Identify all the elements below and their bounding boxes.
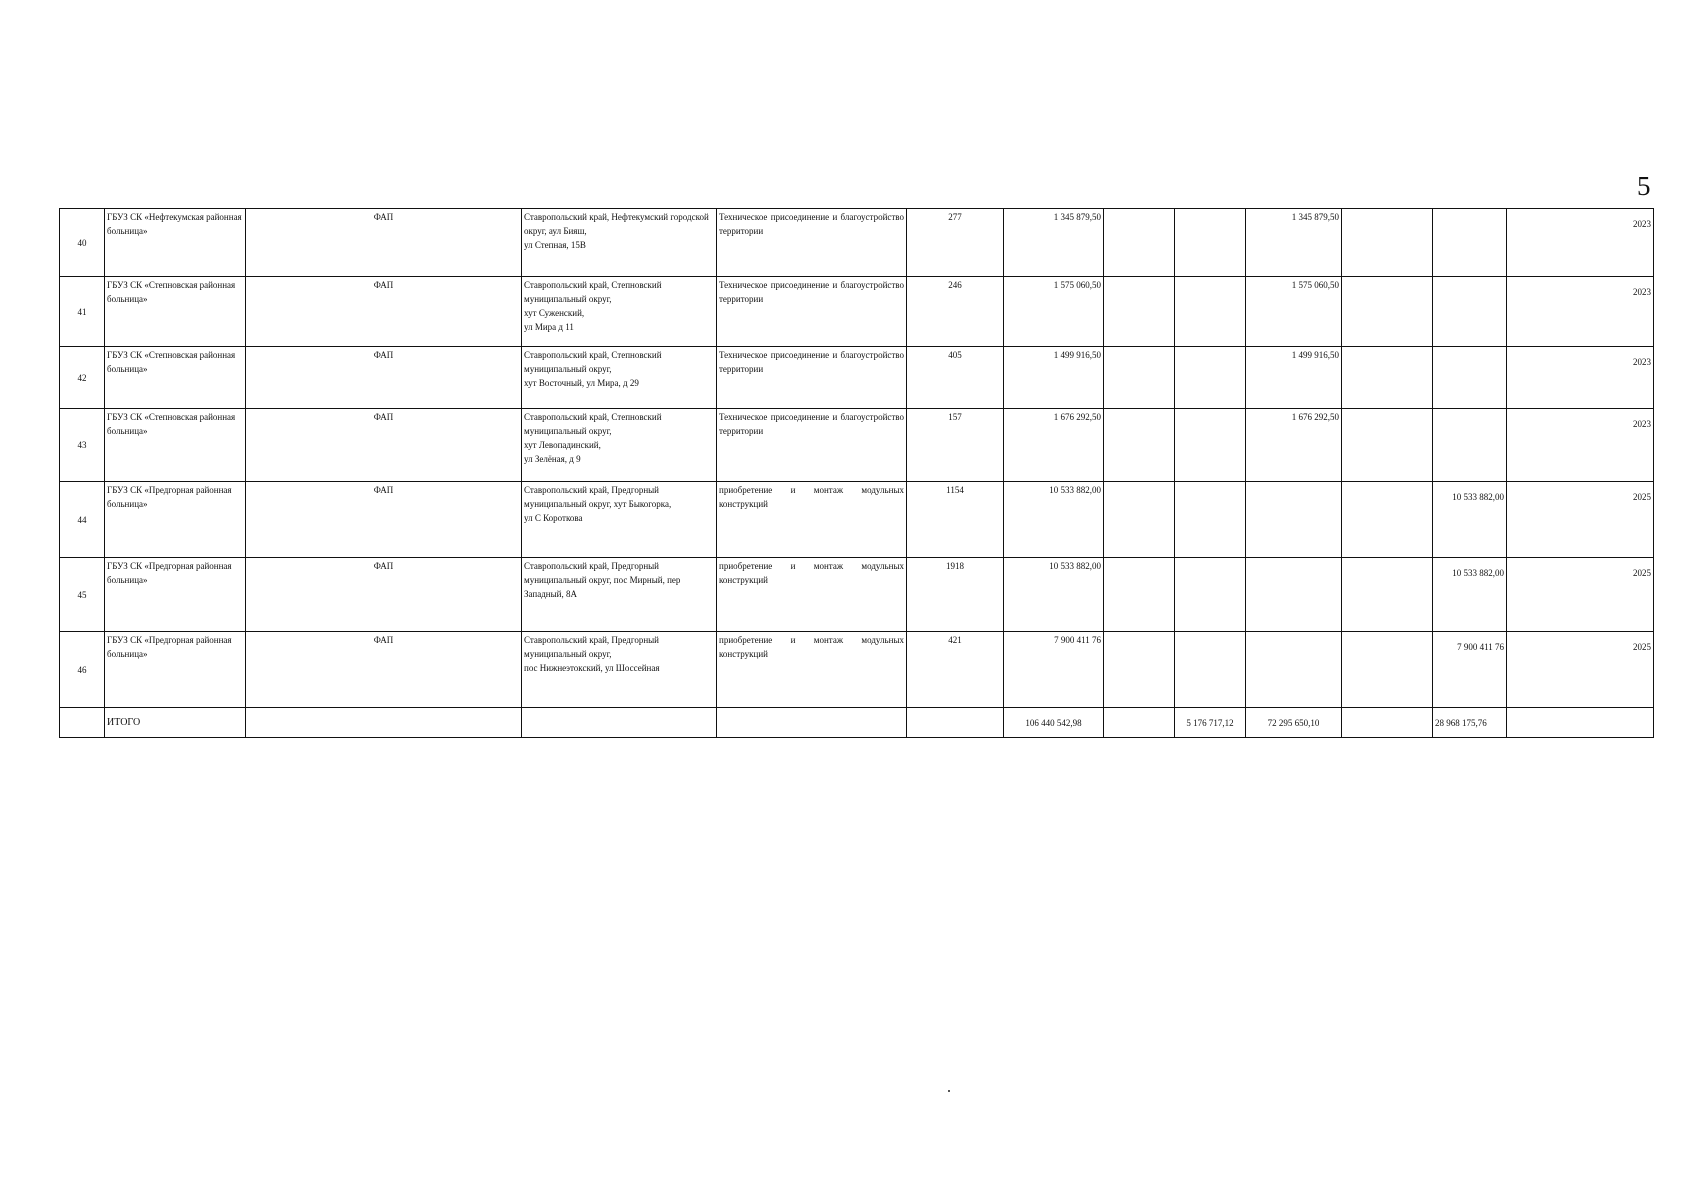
table-row: [60, 558, 1654, 632]
totals-funding-2: 5 176 717,12: [1175, 708, 1246, 738]
row-number: 42: [60, 347, 105, 409]
funding-cell-4: [1342, 409, 1433, 482]
works-cell: Техническое присоединение и благоустройство территории: [717, 277, 907, 347]
funding-cell-3: 1 499 916,50: [1246, 347, 1342, 409]
address-line: Ставропольский край, Степновский муниципальный округ,: [524, 412, 662, 436]
funding-cell-4: [1342, 482, 1433, 558]
address-line: ул Степная, 15В: [524, 240, 586, 250]
funding-cell-3: [1246, 558, 1342, 632]
institution-cell: ГБУЗ СК «Предгорная районная больница»: [105, 632, 246, 708]
funding-cell-1: [1104, 558, 1175, 632]
totals-blank-type: [246, 708, 522, 738]
area-cell: 277: [907, 209, 1004, 277]
funding-cell-4: [1342, 277, 1433, 347]
total-cost-cell: 1 499 916,50: [1004, 347, 1104, 409]
works-cell: Техническое присоединение и благоустройство территории: [717, 409, 907, 482]
works-cell: приобретение и монтаж модульных конструкций: [717, 482, 907, 558]
totals-year: [1507, 708, 1654, 738]
funding-cell-2: [1175, 632, 1246, 708]
address-cell: [522, 558, 717, 632]
totals-funding-4: [1342, 708, 1433, 738]
row-number: 43: [60, 409, 105, 482]
object-type-cell: ФАП: [246, 277, 522, 347]
funding-cell-5: [1433, 209, 1507, 277]
funding-cell-3: 1 345 879,50: [1246, 209, 1342, 277]
table-row: [60, 409, 1654, 482]
funding-cell-2: [1175, 409, 1246, 482]
totals-blank-address: [522, 708, 717, 738]
address-line: ул С Короткова: [524, 513, 583, 523]
funding-cell-5: 7 900 411 76: [1433, 632, 1507, 708]
funding-cell-5: [1433, 277, 1507, 347]
funding-cell-4: [1342, 209, 1433, 277]
institution-cell: ГБУЗ СК «Степновская районная больница»: [105, 409, 246, 482]
area-cell: 421: [907, 632, 1004, 708]
objects-table: [59, 208, 1654, 738]
totals-funding-5: 28 968 175,76: [1433, 708, 1507, 738]
institution-cell: ГБУЗ СК «Степновская районная больница»: [105, 347, 246, 409]
works-cell: Техническое присоединение и благоустройство территории: [717, 347, 907, 409]
year-cell: 2025: [1507, 558, 1654, 632]
funding-cell-5: [1433, 409, 1507, 482]
funding-cell-4: [1342, 347, 1433, 409]
row-number: 41: [60, 277, 105, 347]
address-cell: [522, 409, 717, 482]
year-cell: 2023: [1507, 277, 1654, 347]
year-cell: 2023: [1507, 209, 1654, 277]
address-line: Ставропольский край, Нефтекумский городской округ, аул Бияш,: [524, 212, 709, 236]
address-line: Ставропольский край, Предгорный муниципальный округ, хут Быкогорка,: [524, 485, 672, 509]
total-cost-cell: 1 575 060,50: [1004, 277, 1104, 347]
row-number: 40: [60, 209, 105, 277]
page-number: 5: [1637, 171, 1651, 201]
funding-cell-4: [1342, 558, 1433, 632]
table-row: [60, 347, 1654, 409]
funding-cell-2: [1175, 347, 1246, 409]
table-row: [60, 632, 1654, 708]
funding-cell-3: [1246, 632, 1342, 708]
works-cell: Техническое присоединение и благоустройство территории: [717, 209, 907, 277]
funding-cell-3: 1 676 292,50: [1246, 409, 1342, 482]
address-line: Ставропольский край, Степновский муниципальный округ,: [524, 280, 662, 304]
area-cell: 246: [907, 277, 1004, 347]
funding-cell-1: [1104, 482, 1175, 558]
address-cell: [522, 277, 717, 347]
works-cell: приобретение и монтаж модульных конструкций: [717, 558, 907, 632]
funding-cell-1: [1104, 409, 1175, 482]
address-line: хут Восточный, ул Мира, д 29: [524, 378, 639, 388]
totals-funding-3: 72 295 650,10: [1246, 708, 1342, 738]
totals-total-cost: 106 440 542,98: [1004, 708, 1104, 738]
funding-cell-2: [1175, 209, 1246, 277]
area-cell: 405: [907, 347, 1004, 409]
area-cell: 1154: [907, 482, 1004, 558]
institution-cell: ГБУЗ СК «Предгорная районная больница»: [105, 482, 246, 558]
works-cell: приобретение и монтаж модульных конструкций: [717, 632, 907, 708]
year-cell: 2023: [1507, 347, 1654, 409]
funding-cell-5: [1433, 347, 1507, 409]
funding-cell-2: [1175, 558, 1246, 632]
totals-label: ИТОГО: [105, 708, 246, 738]
address-line: пос Нижнеэтокский, ул Шоссейная: [524, 663, 660, 673]
funding-cell-2: [1175, 482, 1246, 558]
object-type-cell: ФАП: [246, 558, 522, 632]
address-line: Ставропольский край, Степновский муниципальный округ,: [524, 350, 662, 374]
table-row: [60, 277, 1654, 347]
year-cell: 2023: [1507, 409, 1654, 482]
address-cell: [522, 482, 717, 558]
institution-cell: ГБУЗ СК «Нефтекумская районная больница»: [105, 209, 246, 277]
table-row: [60, 482, 1654, 558]
address-line: хут Левопадинский,: [524, 440, 601, 450]
funding-cell-1: [1104, 277, 1175, 347]
total-cost-cell: 7 900 411 76: [1004, 632, 1104, 708]
totals-blank-works: [717, 708, 907, 738]
address-line: Ставропольский край, Предгорный муниципальный округ,: [524, 635, 659, 659]
object-type-cell: ФАП: [246, 409, 522, 482]
object-type-cell: ФАП: [246, 482, 522, 558]
object-type-cell: ФАП: [246, 209, 522, 277]
address-cell: [522, 209, 717, 277]
total-cost-cell: 10 533 882,00: [1004, 558, 1104, 632]
totals-blank-num: [60, 708, 105, 738]
totals-funding-1: [1104, 708, 1175, 738]
total-cost-cell: 1 345 879,50: [1004, 209, 1104, 277]
object-type-cell: ФАП: [246, 347, 522, 409]
row-number: 46: [60, 632, 105, 708]
address-line: ул Мира д 11: [524, 322, 574, 332]
totals-row: [60, 708, 1654, 738]
address-line: ул Зелёная, д 9: [524, 454, 581, 464]
address-cell: [522, 632, 717, 708]
object-type-cell: ФАП: [246, 632, 522, 708]
scan-speck: [948, 1090, 950, 1092]
table-row: [60, 209, 1654, 277]
institution-cell: ГБУЗ СК «Предгорная районная больница»: [105, 558, 246, 632]
area-cell: 157: [907, 409, 1004, 482]
total-cost-cell: 1 676 292,50: [1004, 409, 1104, 482]
row-number: 44: [60, 482, 105, 558]
funding-cell-3: [1246, 482, 1342, 558]
table-body: [60, 209, 1654, 738]
area-cell: 1918: [907, 558, 1004, 632]
funding-cell-1: [1104, 347, 1175, 409]
totals-blank-area: [907, 708, 1004, 738]
year-cell: 2025: [1507, 482, 1654, 558]
funding-cell-1: [1104, 209, 1175, 277]
funding-cell-1: [1104, 632, 1175, 708]
funding-cell-2: [1175, 277, 1246, 347]
address-line: Ставропольский край, Предгорный муниципальный округ, пос Мирный, пер Западный, 8А: [524, 561, 681, 599]
funding-cell-3: 1 575 060,50: [1246, 277, 1342, 347]
institution-cell: ГБУЗ СК «Степновская районная больница»: [105, 277, 246, 347]
address-cell: [522, 347, 717, 409]
funding-cell-4: [1342, 632, 1433, 708]
row-number: 45: [60, 558, 105, 632]
funding-cell-5: 10 533 882,00: [1433, 558, 1507, 632]
address-line: хут Суженский,: [524, 308, 585, 318]
funding-cell-5: 10 533 882,00: [1433, 482, 1507, 558]
total-cost-cell: 10 533 882,00: [1004, 482, 1104, 558]
year-cell: 2025: [1507, 632, 1654, 708]
